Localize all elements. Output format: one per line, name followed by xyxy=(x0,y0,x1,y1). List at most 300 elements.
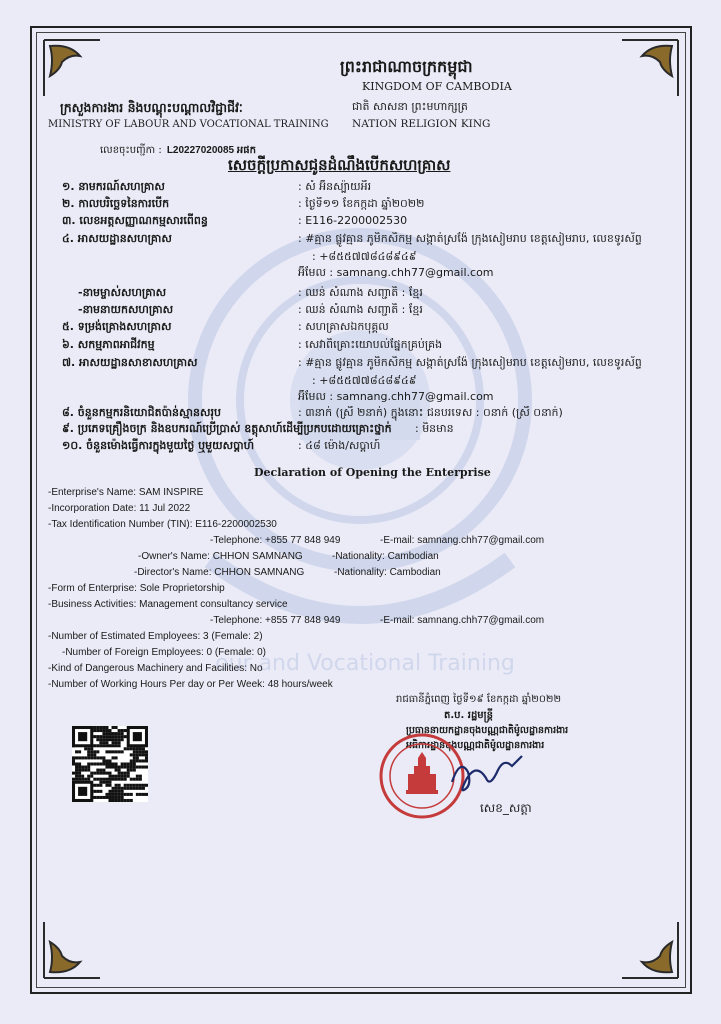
kh-field-value: : ៣នាក់ (ស្រី ២នាក់) ក្នុងនោះ ជនបរទេស : ០នាក់ (ស្រី ០នាក់) xyxy=(298,406,563,419)
qr-module xyxy=(112,744,115,747)
qr-module xyxy=(115,787,118,790)
kh-field-value: : #គ្មាន ផ្លូវគ្មាន ភូមិកសិកម្ម សង្កាត់ស្រង៉ែ ក្រុងសៀមរាប ខេត្តសៀមរាប, លេខទូរស័ព្ទ xyxy=(298,356,642,369)
qr-module xyxy=(139,778,142,781)
qr-module xyxy=(99,784,102,787)
qr-module xyxy=(139,750,142,753)
qr-module xyxy=(105,772,108,775)
kh-field-value: : #គ្មាន ផ្លូវគ្មាន ភូមិកសិកម្ម សង្កាត់ស្រង៉ែ ក្រុងសៀមរាប ខេត្តសៀមរាប, លេខទូរស័ព្ទ xyxy=(298,232,642,245)
qr-module xyxy=(127,769,130,772)
qr-module xyxy=(115,732,118,735)
qr-module xyxy=(121,796,124,799)
qr-module xyxy=(99,796,102,799)
declaration-title-en: Declaration of Opening the Enterprise xyxy=(254,466,491,479)
qr-module xyxy=(75,772,78,775)
qr-module xyxy=(124,799,127,802)
qr-module xyxy=(130,787,133,790)
qr-module xyxy=(121,732,124,735)
qr-module xyxy=(99,741,102,744)
en-email-2: -E-mail: samnang.chh77@gmail.com xyxy=(380,615,545,626)
qr-module xyxy=(90,750,93,753)
qr-module xyxy=(84,778,87,781)
qr-module xyxy=(72,756,75,759)
qr-module xyxy=(108,766,111,769)
qr-code[interactable] xyxy=(72,726,148,802)
qr-module xyxy=(99,790,102,793)
qr-module xyxy=(121,729,124,732)
kh-field-label: ៨. ចំនួនកម្មករនិយោជិតប៉ាន់ស្មានសរុប xyxy=(62,406,221,419)
qr-module xyxy=(105,750,108,753)
qr-module xyxy=(112,756,115,759)
qr-module xyxy=(142,753,145,756)
qr-module xyxy=(139,759,142,762)
qr-module xyxy=(96,735,99,738)
kh-field-value: : ថ្ងៃទី១១ ខែកក្កដា ឆ្នាំ២០២២ xyxy=(298,197,425,210)
qr-module xyxy=(75,762,78,765)
en-estimated-employees: -Number of Estimated Employees: 3 (Female: 2) xyxy=(48,631,263,642)
kh-field-value: : មិនមាន xyxy=(415,422,454,435)
qr-module xyxy=(112,738,115,741)
en-telephone-1: -Telephone: +855 77 848 949 xyxy=(210,535,341,546)
qr-module xyxy=(115,778,118,781)
en-foreign-employees: -Number of Foreign Employees: 0 (Female: 0) xyxy=(62,647,266,658)
qr-module xyxy=(99,756,102,759)
en-enterprise-name: -Enterprise's Name: SAM INSPIRE xyxy=(48,487,204,498)
qr-module xyxy=(96,726,99,729)
qr-module xyxy=(115,784,118,787)
qr-module xyxy=(124,735,127,738)
qr-module xyxy=(96,729,99,732)
director-title-kh-1: ប្រធាននាយកដ្ឋានចុងបណ្ណជាតិម៉ូលដ្ឋានការងារ xyxy=(406,725,569,736)
qr-module xyxy=(96,762,99,765)
qr-module xyxy=(121,778,124,781)
signatory-name-kh: សេខ_សត្តា xyxy=(480,801,532,815)
qr-module xyxy=(136,756,139,759)
qr-module xyxy=(78,766,81,769)
qr-module xyxy=(93,753,96,756)
kingdom-title-kh: ព្រះរាជាណាចក្រកម្ពុជា xyxy=(340,57,473,76)
qr-module xyxy=(118,769,121,772)
registration-number: L20227020085 អផក xyxy=(166,145,256,156)
qr-module xyxy=(99,778,102,781)
qr-module xyxy=(145,753,148,756)
qr-module xyxy=(121,799,124,802)
qr-module xyxy=(93,735,96,738)
director-title-kh-2: អធិការដ្ឋានចុងបណ្ណជាតិម៉ូលដ្ឋានការងារ xyxy=(406,740,545,751)
qr-module xyxy=(75,756,78,759)
qr-module xyxy=(115,796,118,799)
qr-module xyxy=(78,756,81,759)
qr-module xyxy=(87,750,90,753)
qr-module xyxy=(78,772,81,775)
qr-module xyxy=(105,726,108,729)
kh-field-label: ៤. អាសយដ្ឋានសហគ្រាស xyxy=(62,232,172,245)
qr-module xyxy=(118,738,121,741)
qr-module xyxy=(105,778,108,781)
qr-module xyxy=(99,729,102,732)
qr-module xyxy=(75,766,78,769)
qr-module xyxy=(130,759,133,762)
qr-module xyxy=(102,744,105,747)
qr-module xyxy=(136,775,139,778)
qr-module xyxy=(124,778,127,781)
qr-module xyxy=(127,793,130,796)
qr-module xyxy=(96,796,99,799)
qr-module xyxy=(112,790,115,793)
qr-module xyxy=(105,744,108,747)
qr-module xyxy=(124,793,127,796)
qr-module xyxy=(72,778,75,781)
qr-module xyxy=(121,735,124,738)
kh-field-label: ៩. ប្រភេទគ្រឿងចក្រ និងឧបករណ៍ប្រើប្រាស់ ឧត្តុសាហ៍ដើម្បីប្រកបដោយគ្រោះថ្នាក់ xyxy=(62,422,392,435)
qr-module xyxy=(133,784,136,787)
qr-module xyxy=(108,744,111,747)
qr-module xyxy=(136,784,139,787)
qr-module xyxy=(105,732,108,735)
qr-module xyxy=(93,778,96,781)
qr-module xyxy=(99,762,102,765)
qr-module xyxy=(75,769,78,772)
qr-module xyxy=(112,796,115,799)
qr-module xyxy=(78,778,81,781)
qr-module xyxy=(108,738,111,741)
qr-module xyxy=(127,787,130,790)
qr-module xyxy=(142,750,145,753)
qr-module xyxy=(130,784,133,787)
qr-module xyxy=(102,726,105,729)
qr-module xyxy=(105,741,108,744)
en-working-hours: -Number of Working Hours Per day or Per Week: 48 hours/week xyxy=(48,679,333,690)
qr-module xyxy=(118,790,121,793)
qr-module xyxy=(81,769,84,772)
qr-module xyxy=(84,747,87,750)
qr-module xyxy=(78,769,81,772)
qr-module xyxy=(145,793,148,796)
qr-module xyxy=(127,784,130,787)
handwritten-signature xyxy=(446,752,526,796)
qr-module xyxy=(136,759,139,762)
qr-module xyxy=(118,775,121,778)
qr-module xyxy=(81,766,84,769)
qr-module xyxy=(93,784,96,787)
qr-module xyxy=(121,787,124,790)
qr-module xyxy=(112,750,115,753)
qr-module xyxy=(127,762,130,765)
ministry-name-en: MINISTRY OF LABOUR AND VOCATIONAL TRAINING xyxy=(48,119,329,130)
kh-field-value: អ៊ីមែល : samnang.chh77@gmail.com xyxy=(298,266,494,279)
en-telephone-2: -Telephone: +855 77 848 949 xyxy=(210,615,341,626)
qr-module xyxy=(78,750,81,753)
qr-module xyxy=(145,750,148,753)
qr-module xyxy=(127,766,130,769)
qr-module xyxy=(118,796,121,799)
kh-field-value: : សំ អ៊ិនស្ប៉ាយអឺរ xyxy=(298,180,372,193)
qr-module xyxy=(133,766,136,769)
qr-module xyxy=(118,732,121,735)
qr-module xyxy=(121,793,124,796)
qr-module xyxy=(87,753,90,756)
qr-code-pattern xyxy=(72,726,148,802)
qr-module xyxy=(75,778,78,781)
qr-module xyxy=(105,766,108,769)
qr-module xyxy=(93,729,96,732)
qr-module xyxy=(118,793,121,796)
qr-module xyxy=(108,778,111,781)
qr-module xyxy=(115,744,118,747)
qr-module xyxy=(90,756,93,759)
qr-module xyxy=(108,790,111,793)
qr-module xyxy=(118,772,121,775)
qr-module xyxy=(96,756,99,759)
qr-module xyxy=(108,772,111,775)
qr-module xyxy=(127,799,130,802)
kh-field-value: : ៤៨ ម៉ោង/សប្តាហ៍ xyxy=(298,439,381,452)
kingdom-title-en: KINGDOM OF CAMBODIA xyxy=(362,80,512,93)
qr-module xyxy=(112,741,115,744)
qr-module xyxy=(99,744,102,747)
qr-module xyxy=(118,741,121,744)
qr-module xyxy=(81,778,84,781)
qr-module xyxy=(139,775,142,778)
qr-module xyxy=(96,744,99,747)
qr-module xyxy=(118,778,121,781)
corner-ornament-top-right xyxy=(618,36,682,100)
qr-module xyxy=(139,766,142,769)
qr-module xyxy=(130,793,133,796)
qr-module xyxy=(108,732,111,735)
qr-module xyxy=(124,762,127,765)
qr-module xyxy=(96,769,99,772)
qr-module xyxy=(108,793,111,796)
qr-module xyxy=(108,799,111,802)
qr-module xyxy=(139,784,142,787)
qr-module xyxy=(121,762,124,765)
qr-module xyxy=(102,759,105,762)
qr-module xyxy=(78,732,87,741)
qr-module xyxy=(133,753,136,756)
declaration-title-kh: សេចក្តីប្រកាសជូនដំណឹងបើកសហគ្រាស xyxy=(228,156,451,174)
qr-module xyxy=(81,756,84,759)
qr-module xyxy=(108,729,111,732)
qr-module xyxy=(115,735,118,738)
qr-module xyxy=(115,726,118,729)
kh-field-label: ៦. សកម្មភាពអាជីវកម្ម xyxy=(62,338,155,351)
qr-module xyxy=(102,781,105,784)
qr-module xyxy=(102,796,105,799)
qr-module xyxy=(130,753,133,756)
qr-module xyxy=(93,790,96,793)
qr-module xyxy=(93,726,96,729)
qr-module xyxy=(124,787,127,790)
qr-module xyxy=(90,772,93,775)
qr-module xyxy=(115,741,118,744)
qr-module xyxy=(139,753,142,756)
qr-module xyxy=(145,766,148,769)
qr-module xyxy=(99,781,102,784)
qr-module xyxy=(115,769,118,772)
qr-module xyxy=(136,778,139,781)
qr-module xyxy=(96,772,99,775)
kh-field-value: : ឈន់ សំណាង សញ្ជាតិ : ខ្មែរ xyxy=(298,303,423,316)
qr-module xyxy=(121,775,124,778)
watermark-text: our and Vocational Training xyxy=(215,651,515,676)
qr-module xyxy=(93,744,96,747)
issue-date-kh: រាជធានីភ្នំពេញ ថ្ងៃទី១៩ ខែកក្កដា ឆ្នាំ២០២២ xyxy=(396,694,562,705)
qr-module xyxy=(90,775,93,778)
kh-field-label: -នាមនាយកសហគ្រាស xyxy=(78,303,174,316)
qr-module xyxy=(127,775,130,778)
qr-module xyxy=(99,735,102,738)
qr-module xyxy=(112,775,115,778)
corner-ornament-bottom-right xyxy=(618,918,682,982)
qr-module xyxy=(130,769,133,772)
qr-module xyxy=(75,750,78,753)
qr-module xyxy=(118,744,121,747)
qr-module xyxy=(136,787,139,790)
qr-module xyxy=(133,778,136,781)
qr-module xyxy=(115,762,118,765)
qr-module xyxy=(133,787,136,790)
qr-module xyxy=(105,735,108,738)
qr-module xyxy=(87,756,90,759)
qr-module xyxy=(102,756,105,759)
qr-module xyxy=(112,766,115,769)
qr-module xyxy=(90,762,93,765)
qr-module xyxy=(136,793,139,796)
qr-module xyxy=(105,729,108,732)
qr-module xyxy=(124,766,127,769)
en-email-1: -E-mail: samnang.chh77@gmail.com xyxy=(380,535,545,546)
en-dangerous-machinery: -Kind of Dangerous Machinery and Facilities: No xyxy=(48,663,263,674)
qr-module xyxy=(112,793,115,796)
qr-module xyxy=(78,775,81,778)
qr-module xyxy=(78,762,81,765)
qr-module xyxy=(102,738,105,741)
qr-module xyxy=(90,747,93,750)
qr-module xyxy=(112,799,115,802)
en-form-of-enterprise: -Form of Enterprise: Sole Proprietorship xyxy=(48,583,225,594)
for-minister-kh: ត.ប. រដ្ឋមន្ត្រី xyxy=(444,710,493,721)
qr-module xyxy=(108,735,111,738)
qr-module xyxy=(118,750,121,753)
en-tin: -Tax Identification Number (TIN): E116-2200002530 xyxy=(48,519,277,530)
qr-module xyxy=(87,778,90,781)
qr-module xyxy=(102,762,105,765)
qr-module xyxy=(99,772,102,775)
qr-module xyxy=(121,772,124,775)
qr-module xyxy=(121,750,124,753)
kh-field-value: : +៨៥៥៧៧៨៤៨៩៤៩ xyxy=(312,374,417,387)
qr-module xyxy=(108,781,111,784)
qr-module xyxy=(81,775,84,778)
qr-module xyxy=(115,793,118,796)
corner-ornament-bottom-left xyxy=(40,918,104,982)
qr-module xyxy=(96,750,99,753)
qr-module xyxy=(96,738,99,741)
motto-kh: ជាតិ សាសនា ព្រះមហាក្សត្រ xyxy=(352,100,468,113)
qr-module xyxy=(87,762,90,765)
en-business-activities: -Business Activities: Management consultancy service xyxy=(48,599,288,610)
en-incorporation-date: -Incorporation Date: 11 Jul 2022 xyxy=(48,503,191,514)
kh-field-value: អ៊ីមែល : samnang.chh77@gmail.com xyxy=(298,390,494,403)
qr-module xyxy=(87,775,90,778)
qr-module xyxy=(102,741,105,744)
en-owner-name: -Owner's Name: CHHON SAMNANG xyxy=(138,551,303,562)
qr-module xyxy=(93,772,96,775)
qr-module xyxy=(112,732,115,735)
kh-field-label: ៣. លេខអត្តសញ្ញាណកម្មសារពើពន្ធ xyxy=(62,214,208,227)
qr-module xyxy=(142,759,145,762)
kh-field-value: : សេវាពិគ្រោះយោបល់ផ្នែកគ្រប់គ្រង xyxy=(298,338,443,351)
qr-module xyxy=(93,750,96,753)
qr-module xyxy=(115,756,118,759)
qr-module xyxy=(105,784,108,787)
qr-module xyxy=(124,784,127,787)
kh-field-value: : ឈន់ សំណាង សញ្ជាតិ : ខ្មែរ xyxy=(298,286,423,299)
qr-module xyxy=(118,735,121,738)
ministry-name-kh: ក្រសួងការងារ និងបណ្តុះបណ្តាលវិជ្ជាជីវៈ xyxy=(60,100,243,115)
qr-module xyxy=(124,775,127,778)
qr-module xyxy=(130,799,133,802)
qr-module xyxy=(102,778,105,781)
qr-module xyxy=(90,753,93,756)
qr-module xyxy=(118,799,121,802)
qr-module xyxy=(112,726,115,729)
qr-module xyxy=(133,732,142,741)
qr-module xyxy=(96,778,99,781)
qr-module xyxy=(102,769,105,772)
kh-field-label: ១. នាមករណ៍សហគ្រាស xyxy=(62,180,165,193)
kh-field-label: ៥. ទម្រង់គ្រោងសហគ្រាស xyxy=(62,320,172,333)
qr-module xyxy=(108,750,111,753)
qr-module xyxy=(99,769,102,772)
registration-label: លេខចុះបញ្ជីកា : xyxy=(100,145,162,156)
kh-field-label: ១០. ចំនួនម៉ោងធ្វើការក្នុងមួយថ្ងៃ ឬមួយសប្តាហ៍ xyxy=(62,439,255,452)
qr-module xyxy=(102,772,105,775)
qr-module xyxy=(136,753,139,756)
qr-module xyxy=(105,738,108,741)
qr-module xyxy=(102,732,105,735)
qr-module xyxy=(72,762,75,765)
qr-module xyxy=(115,799,118,802)
qr-module xyxy=(93,796,96,799)
qr-module xyxy=(99,738,102,741)
motto-en: NATION RELIGION KING xyxy=(352,118,491,130)
qr-module xyxy=(115,790,118,793)
qr-module xyxy=(118,787,121,790)
qr-module xyxy=(105,793,108,796)
qr-module xyxy=(112,778,115,781)
qr-module xyxy=(108,784,111,787)
qr-module xyxy=(136,750,139,753)
qr-module xyxy=(105,759,108,762)
qr-module xyxy=(130,766,133,769)
qr-module xyxy=(115,775,118,778)
qr-module xyxy=(142,787,145,790)
qr-module xyxy=(115,766,118,769)
qr-module xyxy=(72,759,75,762)
qr-module xyxy=(130,747,133,750)
qr-module xyxy=(72,772,75,775)
qr-module xyxy=(139,747,142,750)
corner-ornament-top-left xyxy=(40,36,104,100)
qr-module xyxy=(127,747,130,750)
qr-module xyxy=(121,766,124,769)
qr-module xyxy=(142,747,145,750)
qr-module xyxy=(99,726,102,729)
qr-module xyxy=(93,756,96,759)
qr-module xyxy=(118,784,121,787)
qr-module xyxy=(84,769,87,772)
